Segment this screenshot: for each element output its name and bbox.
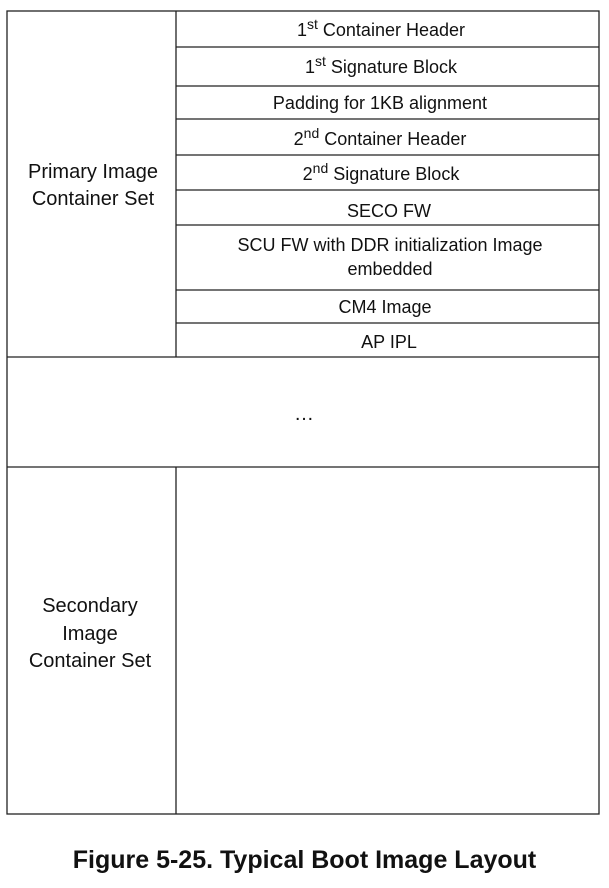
- row-padding-1kb: Padding for 1KB alignment: [272, 93, 488, 113]
- row-cm4-image: CM4 Image: [338, 297, 432, 317]
- row-scu-fw-line1: SCU FW with DDR initialization Image: [237, 235, 543, 255]
- row-1st-signature-block: 1st Signature Block: [305, 53, 457, 77]
- row-ap-ipl: AP IPL: [361, 332, 417, 352]
- primary-set-label-line2: Container Set: [31, 188, 155, 210]
- row-1st-container-header: 1st Container Header: [297, 16, 465, 40]
- secondary-set-label-line2: Image: [62, 623, 118, 645]
- row-2nd-signature-block: 2nd Signature Block: [302, 160, 460, 184]
- row-2nd-container-header: 2nd Container Header: [293, 125, 467, 149]
- figure-caption: Figure 5-25. Typical Boot Image Layout: [72, 846, 537, 874]
- secondary-set-label-line3: Container Set: [28, 650, 152, 672]
- row-scu-fw-line2: embedded: [347, 259, 433, 279]
- secondary-set-label-line1: Secondary: [42, 595, 138, 617]
- row-seco-fw: SECO FW: [347, 201, 431, 221]
- primary-set-label-line1: Primary Image: [27, 161, 159, 183]
- middle-ellipsis: …: [294, 403, 314, 425]
